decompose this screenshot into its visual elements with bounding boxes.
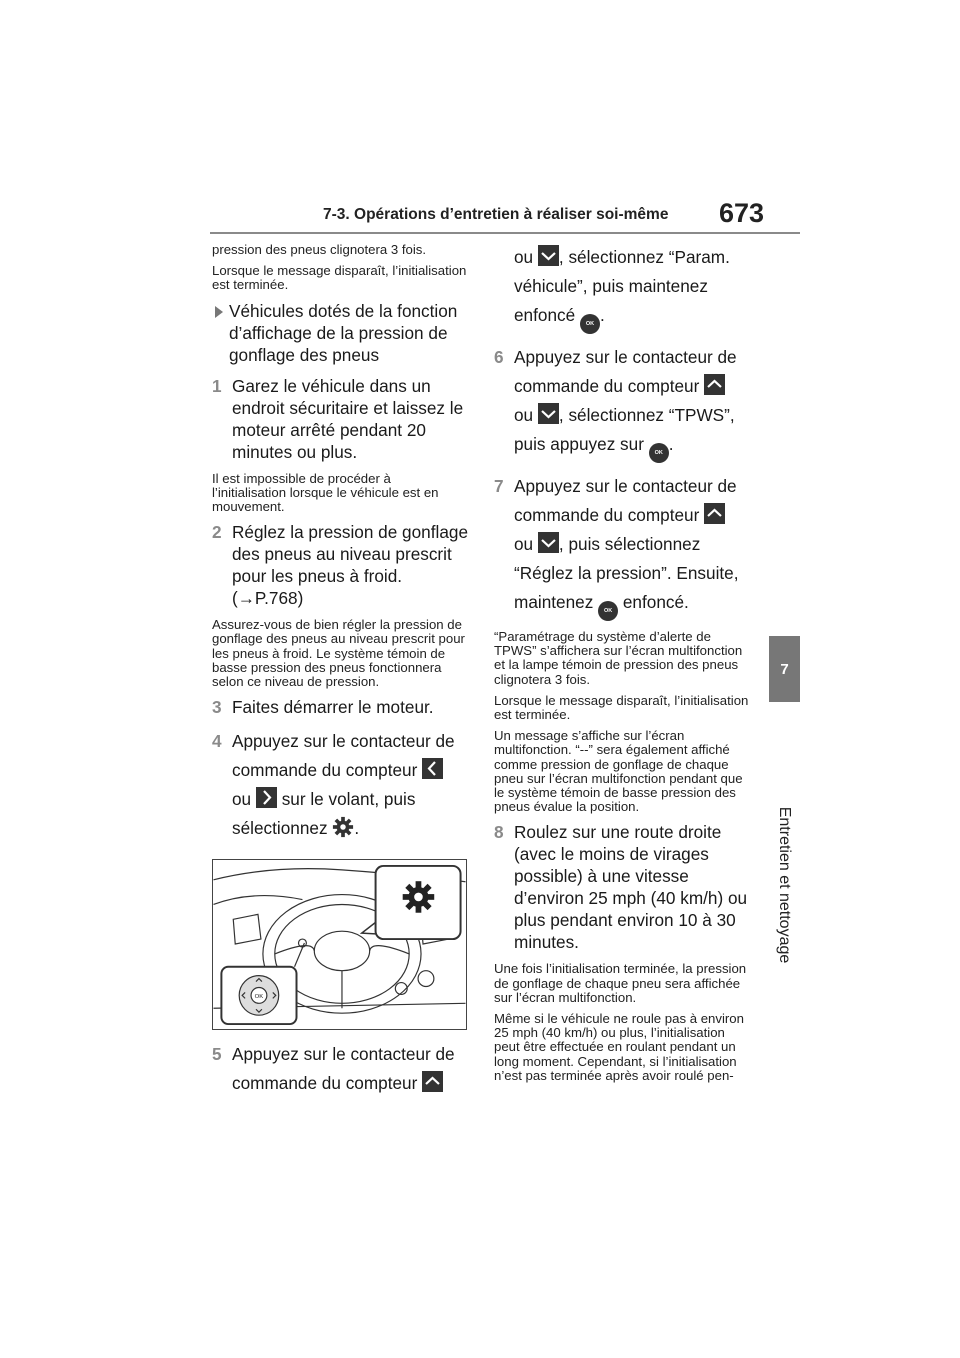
step-text-or: ou [514, 247, 534, 267]
right-column [494, 243, 752, 1090]
step-1-note: Il est impossible de procéder à l’initialisation lorsque le véhicule est en mouvement. [212, 470, 439, 515]
step-text-cont: , sélectionnez “TPWS”, puis appuyez sur [514, 405, 735, 454]
step-text-or: ou [514, 534, 534, 554]
steering-wheel-illustration [212, 859, 467, 1030]
chevron-down-icon [538, 403, 559, 424]
step-text: Faites démarrer le moteur. [232, 697, 434, 718]
step-text-or: ou [514, 405, 534, 425]
step-text: Garez le véhicule dans un endroit sécuritaire et laissez le moteur arrêté pendant 20 minutes ou plus. [232, 375, 464, 462]
step-number: 2 [212, 522, 222, 543]
chevron-right-icon [256, 787, 277, 808]
step-1 [212, 375, 468, 463]
step-2 [212, 521, 468, 609]
ok-switch-label: OK [254, 994, 264, 1001]
step-text: Appuyez sur le contacteur de commande du compteur [232, 1044, 455, 1094]
callout-gear-panel [362, 866, 461, 939]
header-divider [210, 232, 800, 234]
intro-paragraph-1: pression des pneus clignotera 3 fois. [212, 242, 427, 257]
step-text: , sélectionnez “Param. véhicule”, puis maintenez enfoncé [514, 247, 730, 325]
chevron-down-icon [538, 245, 559, 266]
chevron-up-icon [704, 374, 725, 395]
chapter-title: Entretien et nettoyage [776, 806, 793, 964]
bullet-heading-text: Véhicules dotés de la fonction d’affichage de la pression de gonflage des pneus [229, 300, 458, 365]
left-column [212, 243, 468, 1107]
step-text-end: . [599, 305, 605, 325]
step-text-or: ou [232, 789, 252, 810]
step-number: 5 [212, 1044, 222, 1065]
section-title: 7-3. Opérations d’entretien à réaliser soi-même [323, 206, 669, 223]
step-text: Réglez la pression de gonflage des pneus au niveau prescrit pour les pneus à froid. (→P.768) [232, 522, 469, 609]
step-number: 4 [212, 731, 222, 752]
ok-button-icon: OK [598, 601, 618, 621]
intro-paragraph-2: Lorsque le message disparaît, l’initialisation est terminée. [212, 263, 467, 293]
step-5 [212, 1040, 468, 1098]
step-text: Appuyez sur le contacteur de commande du compteur [514, 476, 737, 525]
bullet-heading [212, 300, 468, 366]
step-3 [212, 696, 468, 718]
step-6 [494, 343, 752, 463]
step-7-note-2: Lorsque le message disparaît, l’initialisation est terminée. [494, 692, 749, 723]
step-8-note-2: Même si le véhicule ne roule pas à environ 25 mph (40 km/h) ou plus, l’initialisation peut être effectuée en roulant pendant un long moment. Cependant, si l’initialisation n’est pas terminée après avoir roulé pen- [494, 1011, 744, 1083]
chevron-up-icon [704, 503, 725, 524]
step-8-note-1: Une fois l’initialisation terminée, la pression de gonflage de chaque pneu sera affichée sur l’écran multifonction. [494, 961, 747, 1005]
step-number: 8 [494, 822, 504, 843]
step-text-cont: , puis sélectionnez “Réglez la pression”. Ensuite, maintenez [514, 534, 739, 612]
step-number: 6 [494, 347, 504, 367]
step-8 [494, 821, 752, 953]
step-5-cont [494, 243, 752, 334]
step-text-cont: sur le volant, puis sélectionnez [232, 789, 416, 839]
step-text: Appuyez sur le contacteur de commande du compteur [514, 347, 737, 396]
chevron-up-icon [422, 1071, 443, 1092]
step-7 [494, 472, 752, 621]
step-text-end: . [354, 818, 360, 839]
step-7-note-1: “Paramétrage du système d’alerte de TPWS” s’affichera sur l’écran multifonction et la lampe témoin de pression des pneus clignotera 3 fois. [494, 629, 743, 687]
gear-icon [332, 816, 354, 847]
step-text-end: . [668, 434, 674, 454]
step-number: 7 [494, 476, 504, 496]
step-text: Appuyez sur le contacteur de commande du compteur [232, 731, 455, 781]
triangle-bullet-icon [215, 306, 223, 318]
chevron-left-icon [422, 758, 443, 779]
step-7-note-3: Un message s’affiche sur l’écran multifonction. “--” sera également affiché comme pression de gonflage de chaque pneu sur l’écran multifonction pendant que le système témoin de basse pression des pneus évalue la position. [494, 728, 743, 815]
step-number: 3 [212, 697, 222, 718]
chapter-tab: 7 [769, 636, 800, 702]
step-text-end: enfoncé. [622, 592, 689, 612]
ok-button-icon: OK [580, 314, 600, 334]
page-number: 673 [719, 198, 765, 228]
step-2-note: Assurez-vous de bien régler la pression de gonflage des pneus au niveau prescrit pour les pneus à froid. Le système témoin de basse pression des pneus fonctionnera selon ce niveau de pression. [212, 617, 465, 690]
ok-button-icon: OK [649, 443, 669, 463]
chevron-down-icon [538, 532, 559, 553]
step-number: 1 [212, 375, 222, 396]
step-text: Roulez sur une route droite (avec le moins de virages possible) à une vitesse d’environ 25 mph (40 km/h) ou plus pendant environ 10 à 30 minutes. [514, 822, 748, 953]
step-4 [212, 727, 468, 847]
